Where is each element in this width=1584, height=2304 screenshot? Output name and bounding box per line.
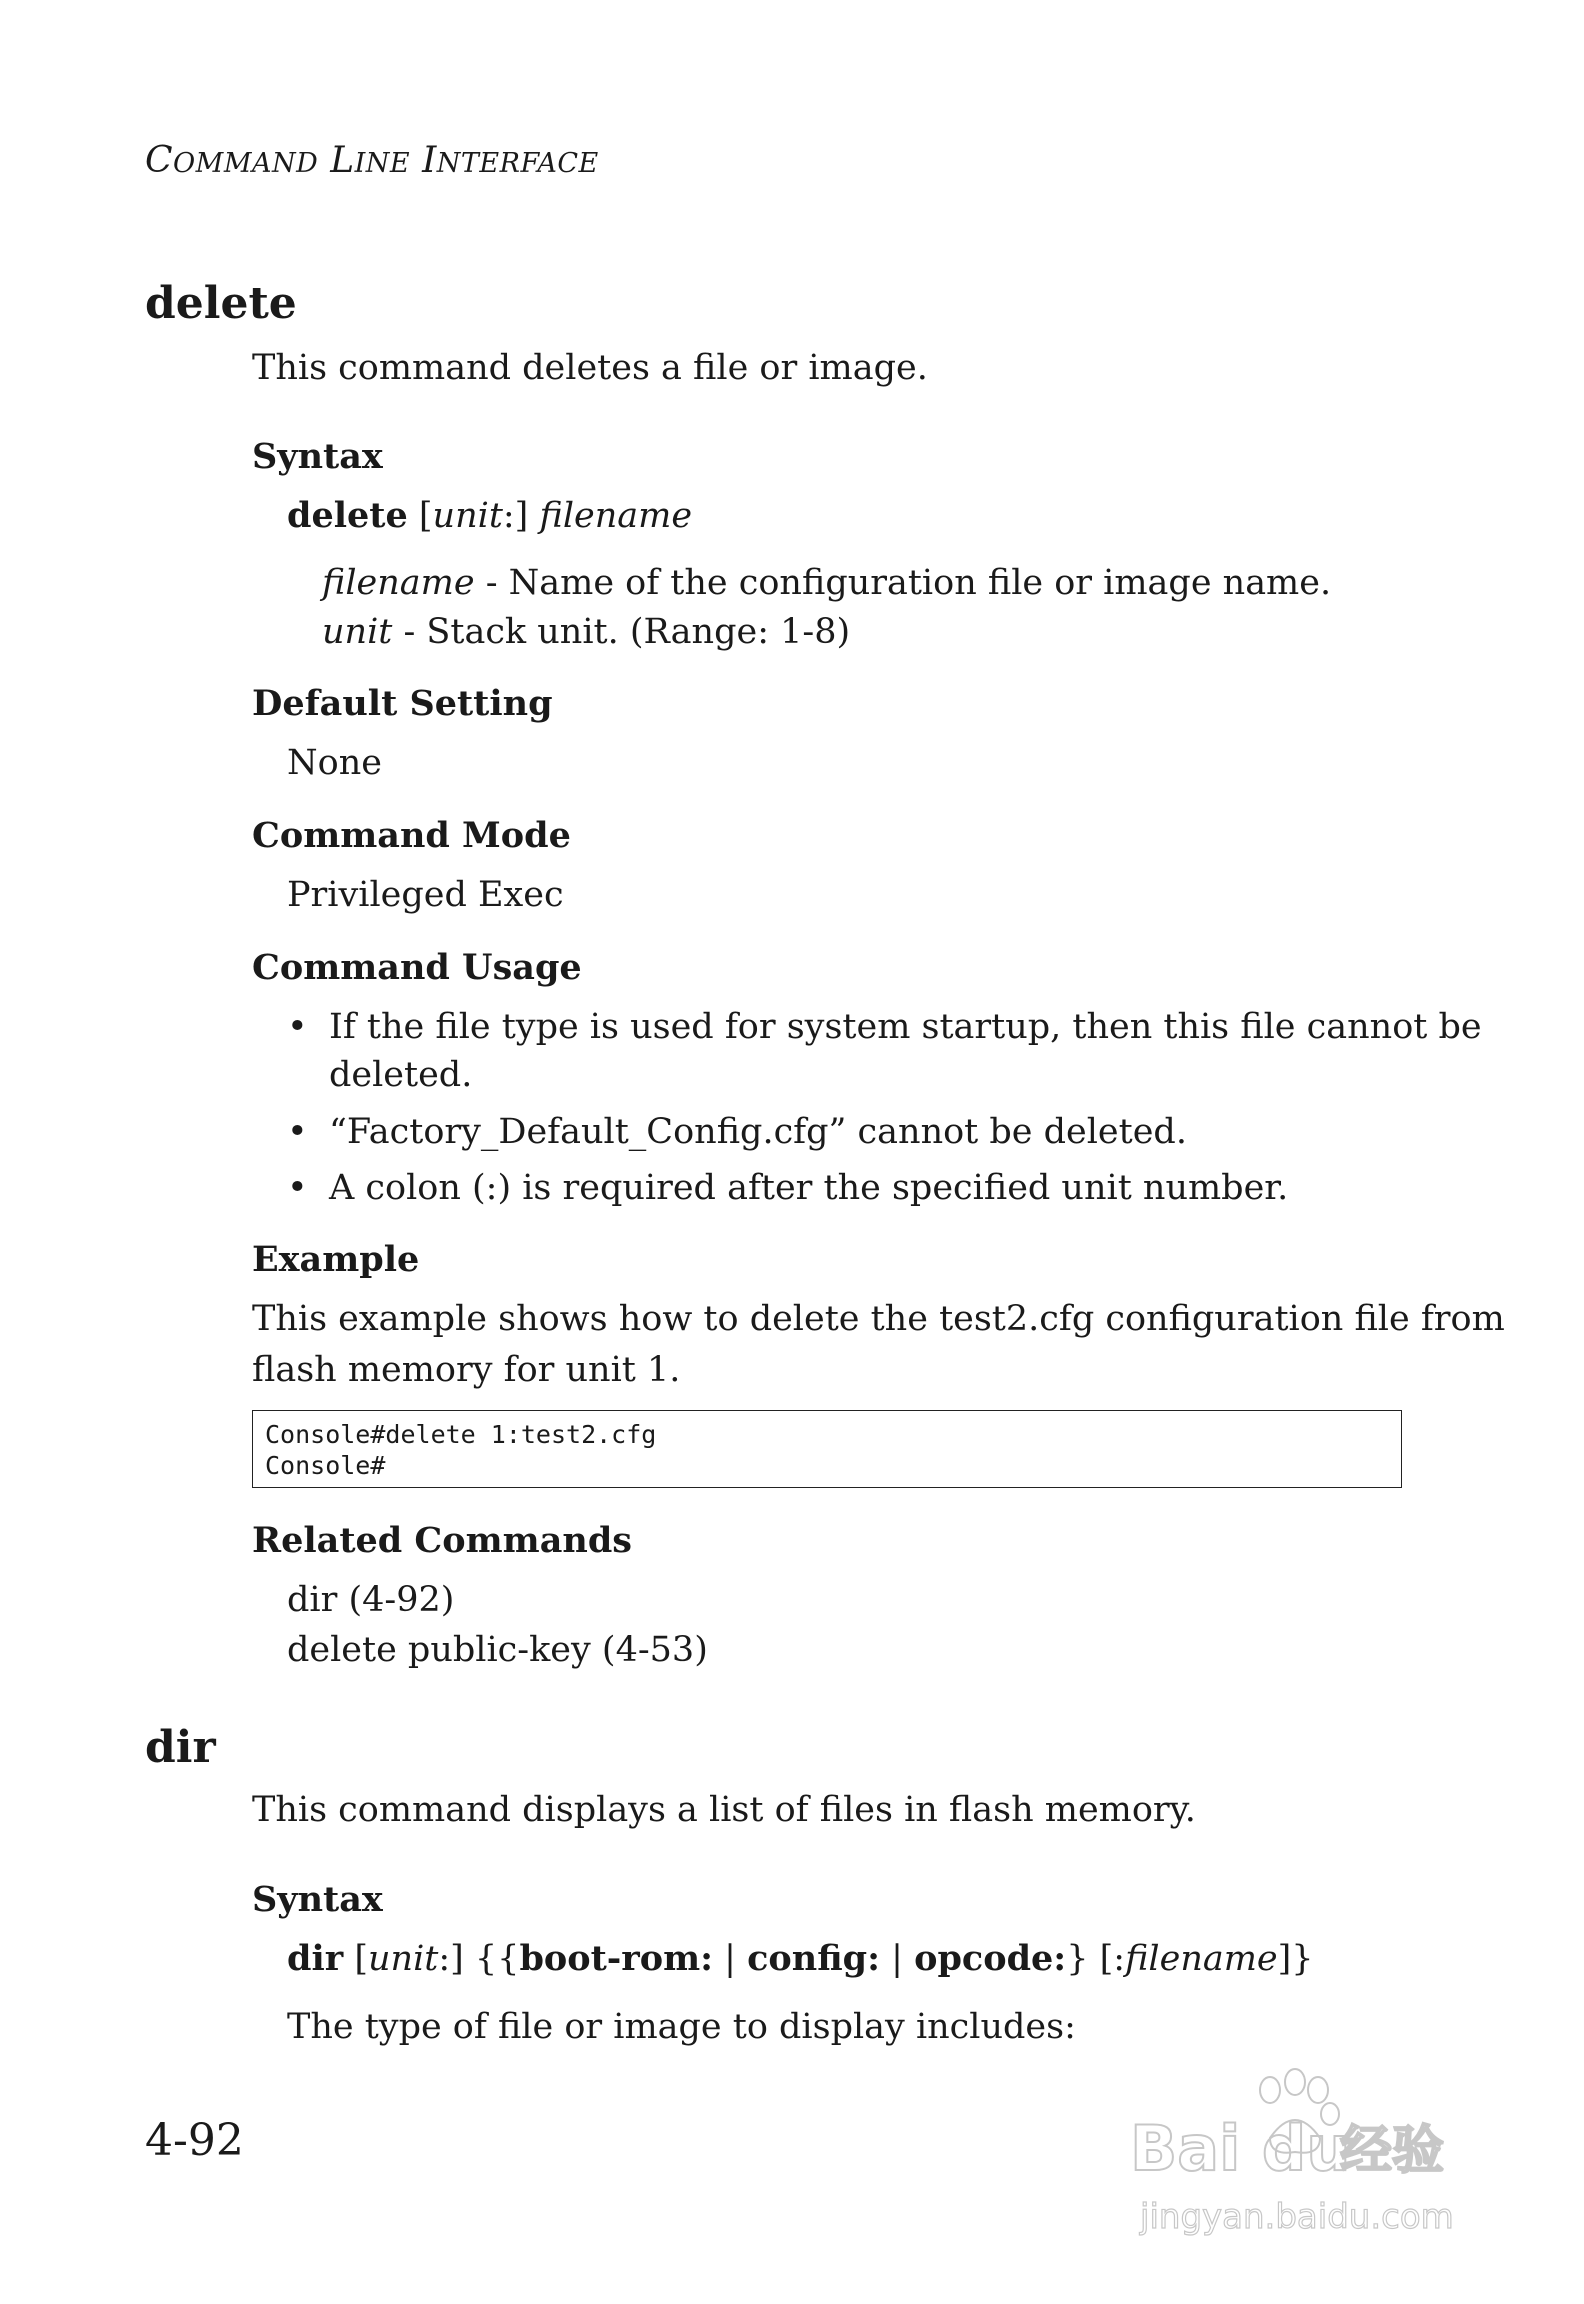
param-name: filename (322, 563, 475, 603)
bullet-icon: • (287, 1007, 308, 1047)
syntax-bracket: [ (418, 496, 433, 536)
example-text-line: This example shows how to delete the test2.cfg configuration file from (252, 1299, 1505, 1339)
syntax-bracket: [ (343, 1939, 368, 1979)
console-example-box (252, 1410, 1402, 1488)
baidu-jingyan-watermark (1120, 2060, 1480, 2260)
param-unit (322, 612, 850, 652)
syntax-param: unit (368, 1939, 439, 1979)
usage-bullet (287, 1007, 1482, 1047)
syntax-param: unit (432, 496, 503, 536)
header-smallcaps: INE (354, 148, 411, 179)
syntax-keyword: opcode: (914, 1938, 1067, 1979)
code-line: Console#delete 1:test2.cfg (265, 1420, 657, 1449)
example-heading: Example (252, 1239, 420, 1280)
syntax-bracket: } [: (1066, 1939, 1126, 1979)
param-name: unit (322, 612, 393, 652)
related-command: delete public-key (4-53) (287, 1630, 708, 1670)
syntax-keyword: config: (747, 1938, 881, 1979)
usage-bullet-continuation: deleted. (329, 1055, 473, 1095)
syntax-separator: | (880, 1939, 915, 1979)
command-mode-value: Privileged Exec (287, 875, 564, 915)
dir-syntax (287, 1938, 1314, 1979)
header-smallcaps: NTERFACE (436, 148, 599, 179)
syntax-separator: | (713, 1939, 748, 1979)
param-desc: - Name of the configuration file or image name. (474, 563, 1332, 603)
delete-syntax (287, 495, 692, 536)
syntax-command: delete (287, 495, 408, 536)
default-setting-heading: Default Setting (252, 683, 553, 724)
syntax-keyword: boot-rom: (519, 1938, 714, 1979)
default-setting-value: None (287, 743, 382, 783)
delete-title: delete (145, 278, 297, 329)
usage-bullet (287, 1168, 1288, 1208)
param-desc: - Stack unit. (Range: 1-8) (392, 612, 851, 652)
running-header (145, 140, 599, 181)
usage-bullet (287, 1112, 1187, 1152)
dir-title: dir (145, 1722, 216, 1773)
command-usage-heading: Command Usage (252, 947, 582, 988)
bullet-icon: • (287, 1112, 308, 1152)
delete-syntax-heading: Syntax (252, 436, 383, 477)
bullet-text: A colon (:) is required after the specified unit number. (329, 1168, 1289, 1208)
header-letter: C (145, 140, 174, 181)
watermark-cn: 经验 (1340, 2121, 1445, 2181)
header-smallcaps: OMMAND (173, 148, 319, 179)
related-commands-heading: Related Commands (252, 1520, 632, 1561)
code-line: Console# (265, 1451, 386, 1480)
syntax-command: dir (287, 1938, 344, 1979)
syntax-bracket: :] {{ (438, 1939, 520, 1979)
param-filename (322, 563, 1331, 603)
dir-syntax-heading: Syntax (252, 1879, 383, 1920)
command-mode-heading: Command Mode (252, 815, 571, 856)
delete-description: This command deletes a file or image. (252, 348, 928, 388)
dir-description: This command displays a list of files in flash memory. (252, 1790, 1196, 1830)
syntax-param: filename (1125, 1939, 1278, 1979)
syntax-param: filename (539, 496, 693, 536)
header-letter: L (330, 140, 355, 181)
header-letter: I (422, 140, 437, 181)
bullet-text: “Factory_Default_Config.cfg” cannot be deleted. (329, 1112, 1187, 1152)
syntax-bracket: :] (502, 496, 529, 536)
bullet-icon: • (287, 1168, 308, 1208)
watermark-url: jingyan.baidu.com (1140, 2197, 1454, 2237)
page-number: 4-92 (145, 2115, 244, 2166)
watermark-brand: Bai du (1130, 2112, 1351, 2185)
related-command: dir (4-92) (287, 1580, 455, 1620)
dir-type-intro: The type of file or image to display includes: (287, 2007, 1076, 2047)
example-text-line: flash memory for unit 1. (252, 1350, 681, 1390)
syntax-bracket: ]} (1277, 1939, 1314, 1979)
bullet-text: If the file type is used for system startup, then this file cannot be (329, 1007, 1482, 1047)
